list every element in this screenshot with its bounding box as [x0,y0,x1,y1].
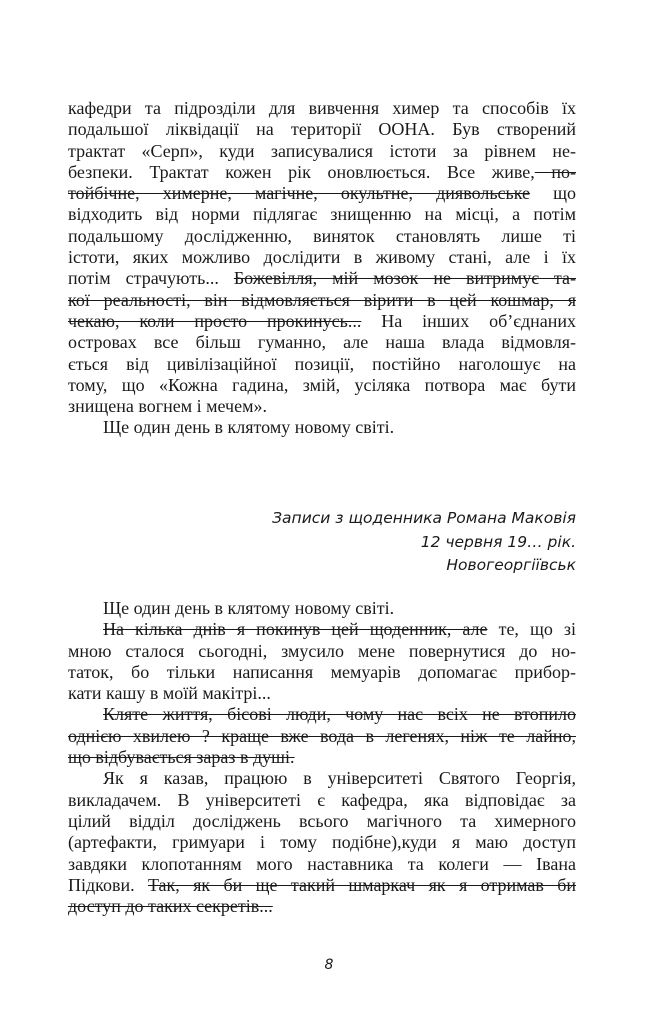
struck-text: На кілька днів я покинув цей щоденник, але [103,619,488,640]
struck-text: що відбувається зараз в душі. [68,747,295,768]
text-line [68,619,576,640]
text-line [68,896,576,917]
line-text: завдяки клопотанням мого наставника та колеги — Івана [68,853,576,874]
text-line [68,119,576,140]
struck-text: кої реальності, він відмовляється вірити в цей кошмар, я [68,289,576,310]
text-line [68,311,576,332]
text-line [68,162,576,183]
text-line [68,598,576,619]
text-line [68,247,576,268]
line-text: подальшої ліквідації на території ООНА. Був створений [68,119,576,140]
text-line [68,290,576,311]
line-text: таток, бо тільки написання мемуарів допомагає прибор- [68,661,576,682]
text-line [68,417,576,438]
line-text: (артефакти, гримуари і тому подібне),куди я маю доступ [68,832,576,853]
struck-text: по- [534,161,576,182]
page-number: 8 [324,957,334,973]
line-text: безпеки. Трактат кожен рік оновлюється. Все живе, [68,161,535,182]
text-line [68,811,576,832]
line-text: істоти, яких можливо дослідити в живому стані, але і їх [68,247,576,268]
line-text: викладачем. В університеті є кафедра, яка відповідає за [68,789,576,810]
text-line [68,183,576,204]
struck-text: тойбічне, химерне, магічне, окультне, диявольське [68,183,531,204]
line-text: мною сталося сьогодні, змусило мене повернутися до но- [68,640,576,661]
line-text: ється від цивілізаційної позиції, постійно наголошує на [68,353,576,374]
line-text: відходить від норми підлягає знищенню на місці, а потім [68,204,576,225]
text-line [68,832,576,853]
line-text: островах все більш гуманно, але наша влада відмовля- [68,332,576,353]
struck-text: доступ до таких секретів... [68,896,273,917]
text-line [68,226,576,247]
struck-text: Кляте життя, бісові люди, чому нас всіх не втопило [103,704,576,725]
text-line [68,704,576,725]
line-text: те, що зі [487,619,577,640]
struck-text: однією хвилею ? краще вже вода в легенях, ніж те лайно, [68,725,576,746]
epigraph-line: 12 червня 19… рік. [420,532,576,551]
text-line [68,204,576,225]
line-text: трактат «Серп», куди записувалися істоти за рівнем не- [68,140,576,161]
diary-epigraph [272,507,576,578]
line-text: тому, що «Кожна гадина, змій, усіляка потвора має бути [68,374,576,395]
struck-text: Так, як би ще такий шмаркач як я отримав би [147,874,576,895]
text-line [68,662,576,683]
text-line [68,141,576,162]
line-text: Ще один день в клятому новому світі. [103,417,395,438]
epigraph-line: Новогеоргіївськ [446,556,576,574]
text-line [68,875,576,896]
struck-text: чекаю, коли просто прокинусь... [68,310,362,331]
line-text: Підкови. [68,874,148,895]
text-line [68,396,576,417]
text-line [68,354,576,375]
line-text: потім страчують... [68,268,234,289]
text-block-top [68,98,576,439]
line-text: кати кашу в моїй макітрі... [68,683,271,704]
line-text: Ще один день в клятому новому світі. [103,598,395,618]
line-text: що [530,183,576,204]
text-line [68,375,576,396]
text-line [68,726,576,747]
text-line [68,747,576,768]
struck-text: Божевілля, мій мозок не витримує та- [233,268,576,289]
text-line [68,641,576,662]
line-text: На інших об’єднаних [361,310,576,331]
line-text: Як я казав, працюю в університеті Святого Георгія, [103,768,576,789]
text-line [68,854,576,875]
text-line [68,768,576,789]
text-line [68,790,576,811]
text-line [68,683,576,704]
text-block-bottom [68,598,576,917]
epigraph-line: Записи з щоденника Романа Маковія [272,509,576,527]
line-text: знищена вогнем і мечем». [68,396,267,417]
text-line [68,268,576,289]
text-line [68,98,576,119]
line-text: цілий відділ досліджень всього магічного та химерного [68,810,576,831]
text-line [68,332,576,353]
line-text: кафедри та підрозділи для вивчення химер та способів їх [68,98,576,118]
line-text: подальшому дослідженню, виняток становлять лише ті [68,225,576,246]
